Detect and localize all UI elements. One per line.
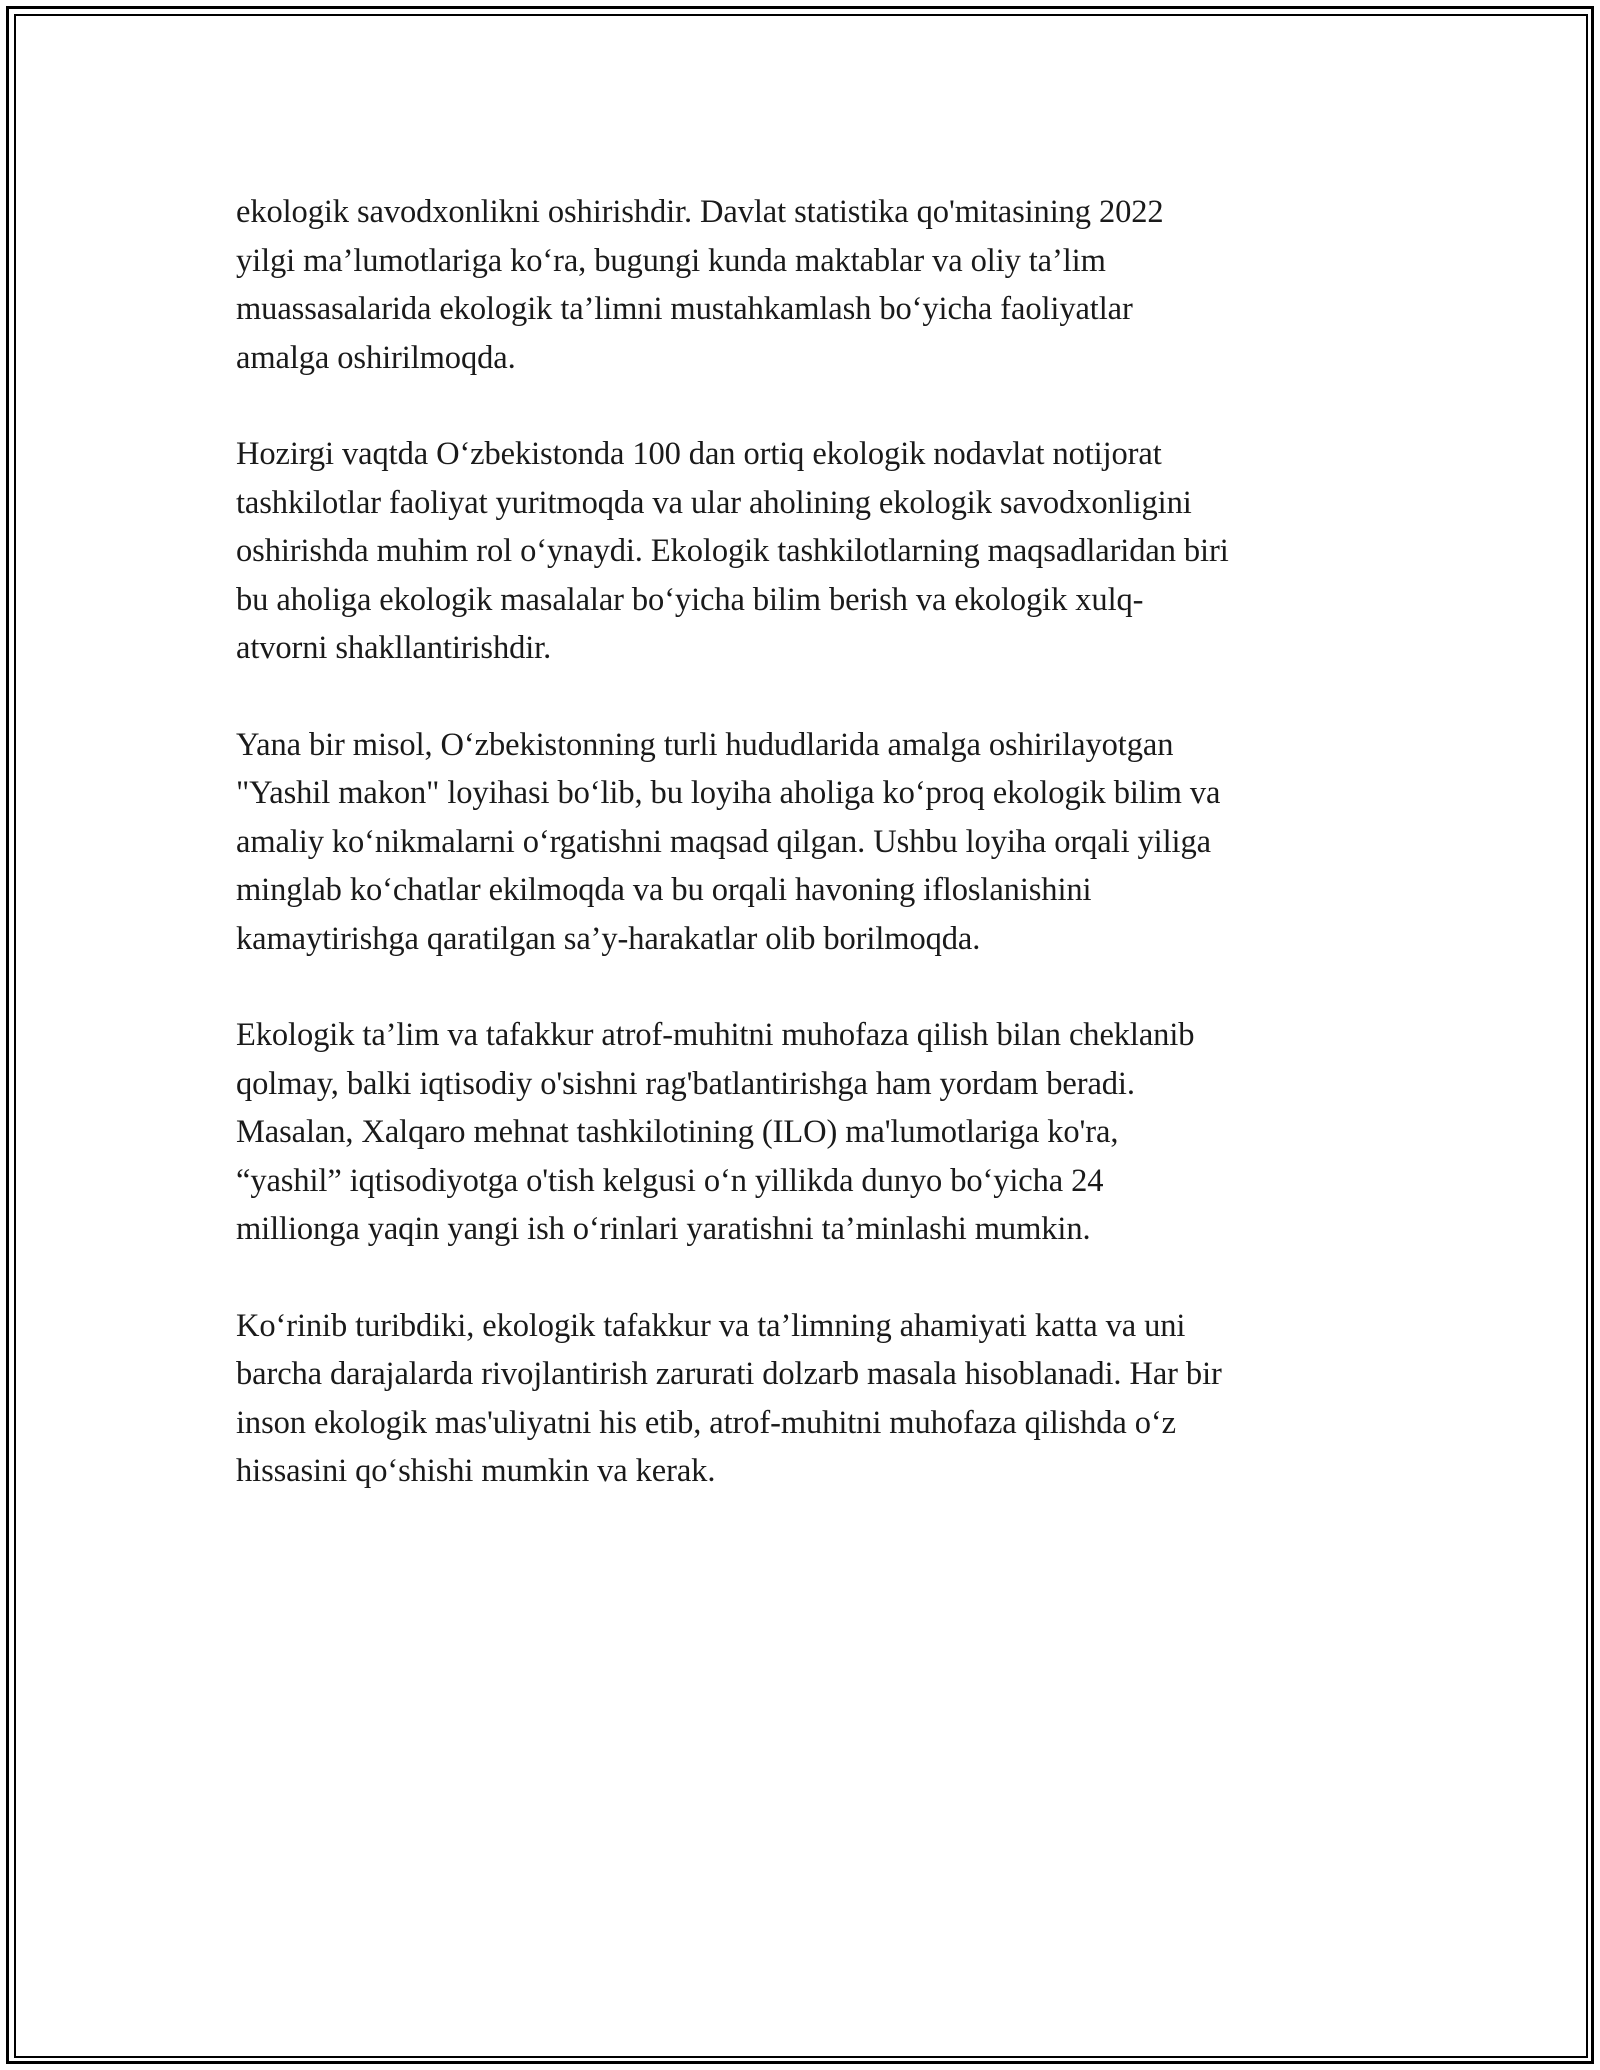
text-line: barcha darajalarda rivojlantirish zarurati dolzarb masala hisoblanadi. Har bir [236,1356,1222,1392]
text-line: ekologik savodxonlikni oshirishdir. Davlat statistika qo'mitasining 2022 [236,194,1164,230]
text-line: amalga oshirilmoqda. [236,339,516,376]
text-line: tashkilotlar faoliyat yuritmoqda va ular aholining ekologik savodxonligini [236,484,1192,521]
paragraph-conclusion [236,1302,1386,1496]
text-line: oshirishda muhim rol o‘ynaydi. Ekologik tashkilotlarning maqsadlaridan biri [236,533,1229,569]
text-line: Ekologik ta’lim va tafakkur atrof-muhitni muhofaza qilish bilan cheklanib [236,1017,1195,1053]
text-line: kamaytirishga qaratilgan sa’y-harakatlar olib borilmoqda. [236,920,981,957]
paragraph-ngo-organizations [236,430,1386,673]
text-line: "Yashil makon" loyihasi bo‘lib, bu loyiha aholiga ko‘proq ekologik bilim va [236,775,1221,811]
paragraph-yashil-makon [236,721,1386,964]
text-line: yilgi ma’lumotlariga ko‘ra, bugungi kunda maktablar va oliy ta’lim [236,242,1106,279]
text-line: amaliy ko‘nikmalarni o‘rgatishni maqsad qilgan. Ushbu loyiha orqali yiliga [236,823,1211,860]
text-line: minglab ko‘chatlar ekilmoqda va bu orqali havoning ifloslanishini [236,872,1092,908]
text-line: Yana bir misol, O‘zbekistonning turli hududlarida amalga oshirilayotgan [236,726,1174,763]
paragraph-green-economy [236,1011,1386,1254]
text-line: atvorni shakllantirishdir. [236,630,552,666]
paragraph-ecological-literacy [236,188,1386,382]
text-line: hissasini qo‘shishi mumkin va kerak. [236,1453,716,1489]
text-line: qolmay, balki iqtisodiy o'sishni rag'batlantirishga ham yordam beradi. [236,1065,1135,1102]
document-body [236,188,1386,1544]
text-line: millionga yaqin yangi ish o‘rinlari yaratishni ta’minlashi mumkin. [236,1211,1091,1247]
text-line: Hozirgi vaqtda O‘zbekistonda 100 dan ortiq ekologik nodavlat notijorat [236,436,1162,472]
text-line: “yashil” iqtisodiyotga o'tish kelgusi o‘n yillikda dunyo bo‘yicha 24 [236,1162,1104,1199]
text-line: inson ekologik mas'uliyatni his etib, atrof-muhitni muhofaza qilishda o‘z [236,1404,1176,1441]
text-line: Masalan, Xalqaro mehnat tashkilotining (ILO) ma'lumotlariga ko'ra, [236,1114,1119,1150]
text-line: bu aholiga ekologik masalalar bo‘yicha bilim berish va ekologik xulq- [236,581,1144,618]
text-line: Ko‘rinib turibdiki, ekologik tafakkur va ta’limning ahamiyati katta va uni [236,1307,1186,1344]
text-line: muassasalarida ekologik ta’limni mustahkamlash bo‘yicha faoliyatlar [236,291,1133,327]
